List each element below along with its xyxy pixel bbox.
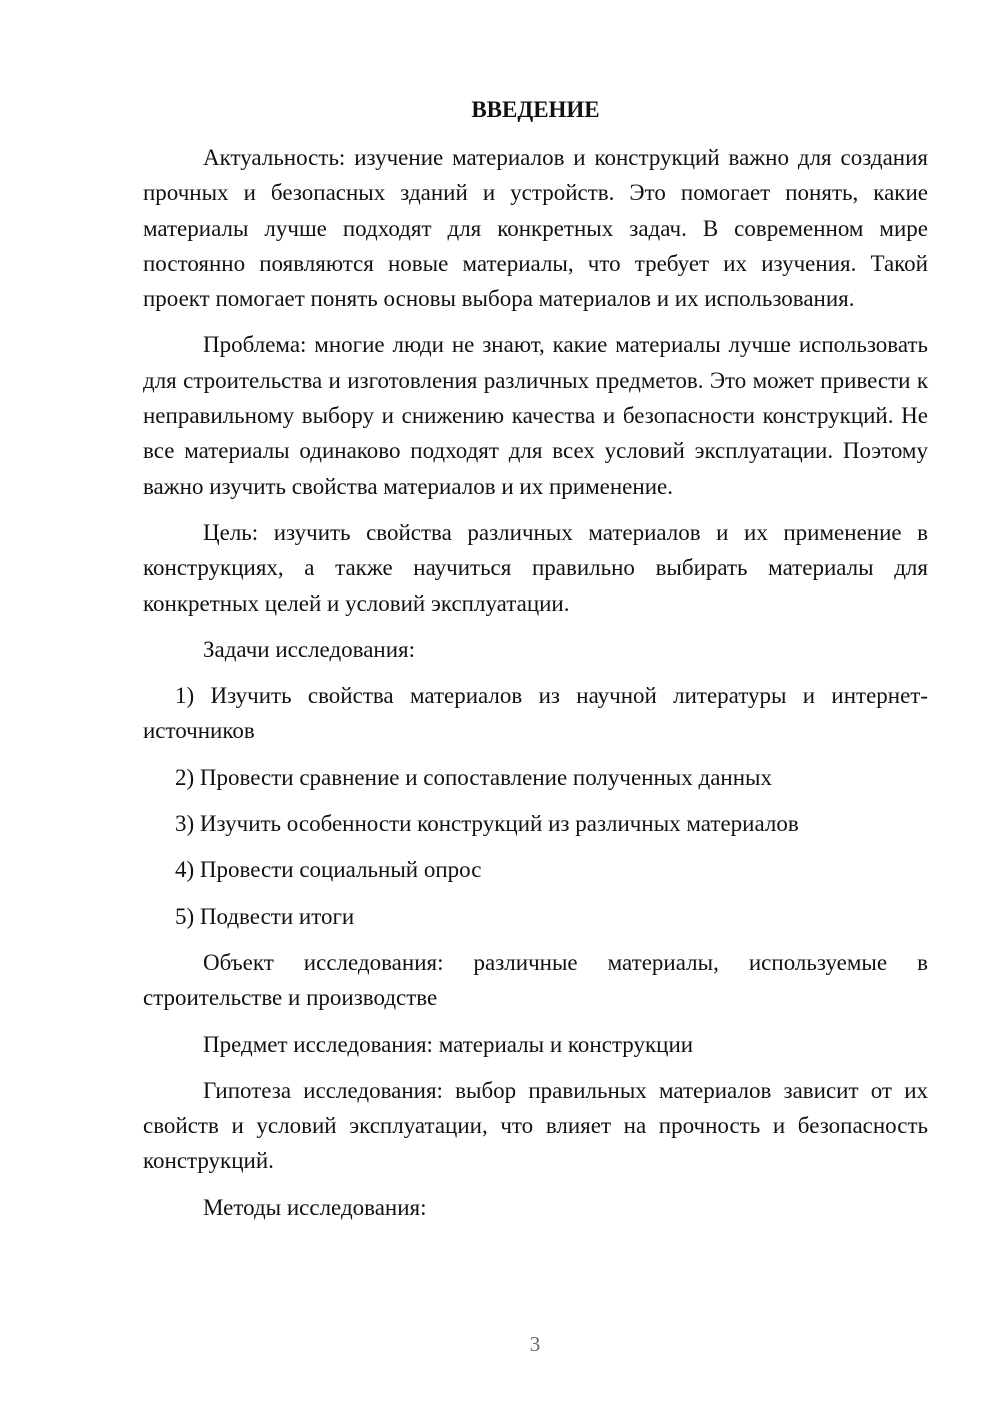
methods-heading: Методы исследования: xyxy=(203,1194,427,1220)
paragraph-goal: Цель: изучить свойства различных материалов и их применение в конструкциях, а также научиться правильно выбирать материалы для конкретных целей и условий эксплуатации. xyxy=(143,519,928,616)
document-page xyxy=(143,92,928,1236)
page-number: 3 xyxy=(529,1332,541,1356)
tasks-heading: Задачи исследования: xyxy=(203,636,416,662)
paragraph-object: Объект исследования: различные материалы, используемые в строительстве и производстве xyxy=(143,949,928,1011)
page-title: ВВЕДЕНИЕ xyxy=(471,97,600,122)
task-item-2: 2) Провести сравнение и сопоставление полученных данных xyxy=(175,764,772,790)
paragraph-subject: Предмет исследования: материалы и конструкции xyxy=(203,1031,694,1057)
paragraph-relevance: Актуальность: изучение материалов и конструкций важно для создания прочных и безопасных зданий и устройств. Это помогает понять, какие материалы лучше подходят для конкретных задач. В современном мире постоянно появляются новые материалы, что требует их изучения. Такой проект помогает понять основы выбора материалов и их использования. xyxy=(143,145,928,312)
task-item-3: 3) Изучить особенности конструкций из различных материалов xyxy=(175,811,799,837)
paragraph-problem: Проблема: многие люди не знают, какие материалы лучше использовать для строительства и изготовления различных предметов. Это может привести к неправильному выбору и снижению качества и безопасности конструкций. Не все материалы одинаково подходят для всех условий эксплуатации. Поэтому важно изучить свойства материалов и их применение. xyxy=(143,332,928,499)
task-item-4: 4) Провести социальный опрос xyxy=(175,857,482,883)
paragraph-hypothesis: Гипотеза исследования: выбор правильных материалов зависит от их свойств и условий эксплуатации, что влияет на прочность и безопасность конструкций. xyxy=(143,1077,928,1174)
task-item-5: 5) Подвести итоги xyxy=(175,903,355,929)
task-item-1: 1) Изучить свойства материалов из научной литературы и интернет-источников xyxy=(143,683,928,744)
